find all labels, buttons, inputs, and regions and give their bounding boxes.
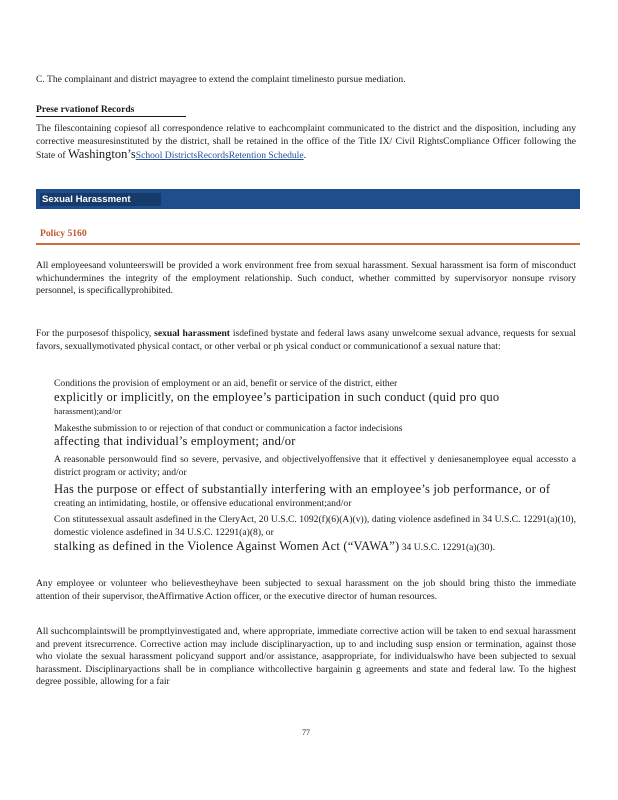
definition-bullet-list <box>36 378 576 558</box>
paragraph-reporting: Any employee or volunteer who believestheyhave been subjected to sexual harassment on the job should bring thisto the immediate attention of their supervisor, theAffirmative Action officer, or the executive director of human resources. <box>36 578 576 602</box>
preservation-end: . <box>303 150 307 162</box>
records-retention-link[interactable]: School DistrictsRecordsRetention Schedule <box>135 150 304 162</box>
preservation-text: The filescontaining copiesof all correspondence relative to eachcomplaint communicated to the district and the disposition, including any corrective measuresinstituted by the district, shall be retained in the office of the Title IX/ Civil RightsCompliance Officer following the State of <box>36 123 576 162</box>
paragraph-work-environment: All employeesand volunteerswill be provided a work environment free from sexual harassment. Sexual harassment isa form of misconduct whichundermines the integrity of the employment relationship. Such conduct, whether committed by supervisoryor nonsupe rvisory personnel, is specificallyprohibited. <box>36 260 576 297</box>
definition-intro: For the purposesof thispolicy, <box>36 328 152 339</box>
section-c-text: C. The complainant and district mayagree to extend the complaint timelinesto pursue mediation. <box>36 74 406 85</box>
bullet-item: A reasonable personwould find so severe, pervasive, and objectivelyoffensive that it effectivel y deniesanemployee equal accessto a district program or activity; and/or <box>54 453 576 478</box>
preservation-paragraph <box>36 123 576 163</box>
definition-text: isdefined bystate and federal laws asany unwelcome sexual advance, requests for sexual favors, sexuallymotivated physical contact, or other verbal or ph ysical conduct or communicationof a sexual nature that: <box>36 328 576 352</box>
paragraph-definition <box>36 328 576 353</box>
section-title: Sexual Harassment <box>40 193 161 206</box>
bullet-item: Makesthe submission to or rejection of that conduct or communication a factor indecisions affecting that individual’s employment; and/or <box>54 422 403 449</box>
bullet-item: Has the purpose or effect of substantially interfering with an employee’s job performance, or of creating an intimidating, hostile, or offensive educational environment;and/or <box>54 482 551 509</box>
washington-text: Washington’s <box>67 147 136 162</box>
policy-label: Policy 5160 <box>40 228 87 239</box>
page-number: 77 <box>302 728 310 737</box>
bullet-item: Con stitutessexual assault asdefined in the CleryAct, 20 U.S.C. 1092(f)(6)(A)(v)), dating violence asdefined in 34 U.S.C. 12291(a)(10), domestic violence asdefined in 34 U.S.C. 12291(a)(8), or stalking as defined in the Violence Against Women Act (“VAWA”) 34 U.S.C. 12291(a)(30). <box>54 514 576 553</box>
paragraph-investigation: All suchcomplaintswill be promptlyinvestigated and, where appropriate, immediate corrective action will be taken to end sexual harassment and prevent itsrecurrence. Corrective action may include disciplinaryaction, up to and including susp ension or termination, against those who violate the sexual harassment policyand support and/or assistance, asappropriate, for individualswho have been subjected to sexual harassment. Disciplinaryactions shall be in compliance withcollective bargainin g agreements and state and federal law. To the highest degree possible, allowing for a fair <box>36 626 576 688</box>
definition-term: sexual harassment <box>154 328 230 339</box>
section-header-bar <box>36 189 580 209</box>
policy-divider <box>36 243 580 245</box>
preservation-heading: Prese rvationof Records <box>36 104 186 117</box>
bullet-item: Conditions the provision of employment or an aid, benefit or service of the district, either explicitly or implicitly, on the employee’s participation in such conduct (quid pro quo harassment);and/or <box>54 378 500 417</box>
